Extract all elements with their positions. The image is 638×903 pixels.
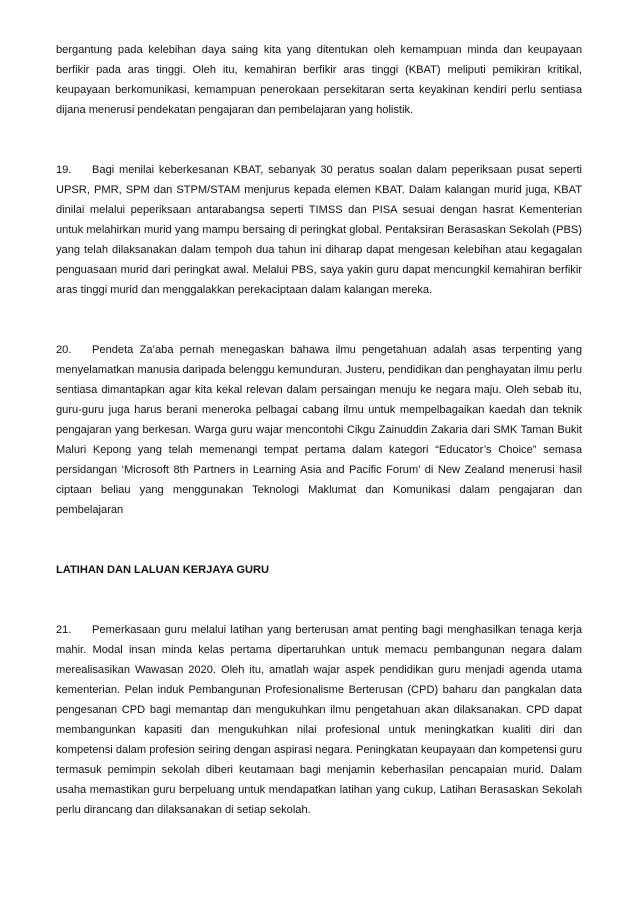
paragraph-21 [56, 620, 582, 820]
paragraph-20 [56, 340, 582, 520]
intro-paragraph: bergantung pada kelebihan daya saing kita yang ditentukan oleh kemampuan minda dan keupayaan berfikir pada aras tinggi. Oleh itu, kemahiran berfikir aras tinggi (KBAT) meliputi pemikiran kritikal, keupayaan berkomunikasi, kemampuan penerokaan persekitaran serta keyakinan kendiri perlu sentiasa dijana menerusi pendekatan pengajaran dan pembelajaran yang holistik. [56, 44, 582, 116]
paragraph-number: 19. [56, 164, 72, 176]
paragraph-number: 21. [56, 624, 72, 636]
paragraph-text: Pemerkasaan guru melalui latihan yang berterusan amat penting bagi menghasilkan tenaga kerja mahir. Modal insan minda kelas pertama dipertaruhkan untuk memacu pembangunan negara dalam merealisasikan Wawasan 2020. Oleh itu, amatlah wajar aspek pendidikan guru menjadi agenda utama kementerian. Pelan induk Pembangunan Profesionalisme Berterusan (CPD) baharu dan pangkalan data pengesanan CPD bagi memantap dan mengukuhkan ilmu pengetahuan akan dilaksanakan. CPD dapat membangunkan kapasiti dan mengukuhkan nilai profesional untuk meningkatkan kualiti diri dan kompetensi dalam profesion seiring dengan aspirasi negara. Peningkatan keupayaan dan kompetensi guru termasuk pemimpin sekolah diberi keutamaan bagi menjamin keberhasilan pencapaian murid. Dalam usaha memastikan guru berpeluang untuk mendapatkan latihan yang cukup, Latihan Berasaskan Sekolah perlu dirancang dan dilaksanakan di setiap sekolah. [56, 624, 582, 816]
section-heading: LATIHAN DAN LALUAN KERJAYA GURU [56, 564, 270, 576]
paragraph-number: 20. [56, 344, 72, 356]
paragraph-text: Bagi menilai keberkesanan KBAT, sebanyak 30 peratus soalan dalam peperiksaan pusat seperti UPSR, PMR, SPM dan STPM/STAM menjurus kepada elemen KBAT. Dalam kalangan murid juga, KBAT dinilai melalui peperiksaan antarabangsa seperti TIMSS dan PISA sesuai dengan hasrat Kementerian untuk melahirkan murid yang mampu bersaing di peringkat global. Pentaksiran Berasaskan Sekolah (PBS) yang telah dilaksanakan dalam tempoh dua tahun ini diharap dapat mengesan kelebihan atau kegagalan penguasaan murid dari peringkat awal. Melalui PBS, saya yakin guru dapat mencungkil kemahiran berfikir aras tinggi murid dan menggalakkan perekaciptaan dalam kalangan mereka. [56, 164, 582, 296]
paragraph-text: Pendeta Za’aba pernah menegaskan bahawa ilmu pengetahuan adalah asas terpenting yang menyelamatkan manusia daripada belenggu kemunduran. Justeru, pendidikan dan penghayatan ilmu perlu sentiasa dimantapkan agar kita kekal relevan dalam persaingan menuju ke negara maju. Oleh sebab itu, guru-guru juga harus berani meneroka pelbagai cabang ilmu untuk mempelbagaikan kaedah dan teknik pengajaran yang berkesan. Warga guru wajar mencontohi Cikgu Zainuddin Zakaria dari SMK Taman Bukit Maluri Kepong yang telah memenangi tempat pertama dalam kategori “Educator’s Choice” semasa persidangan ‘Microsoft 8th Partners in Learning Asia and Pacific Forum’ di New Zealand menerusi hasil ciptaan beliau yang menggunakan Teknologi Maklumat dan Komunikasi dalam pengajaran dan pembelajaran [56, 344, 582, 516]
document-page [56, 0, 582, 820]
paragraph-19 [56, 160, 582, 300]
